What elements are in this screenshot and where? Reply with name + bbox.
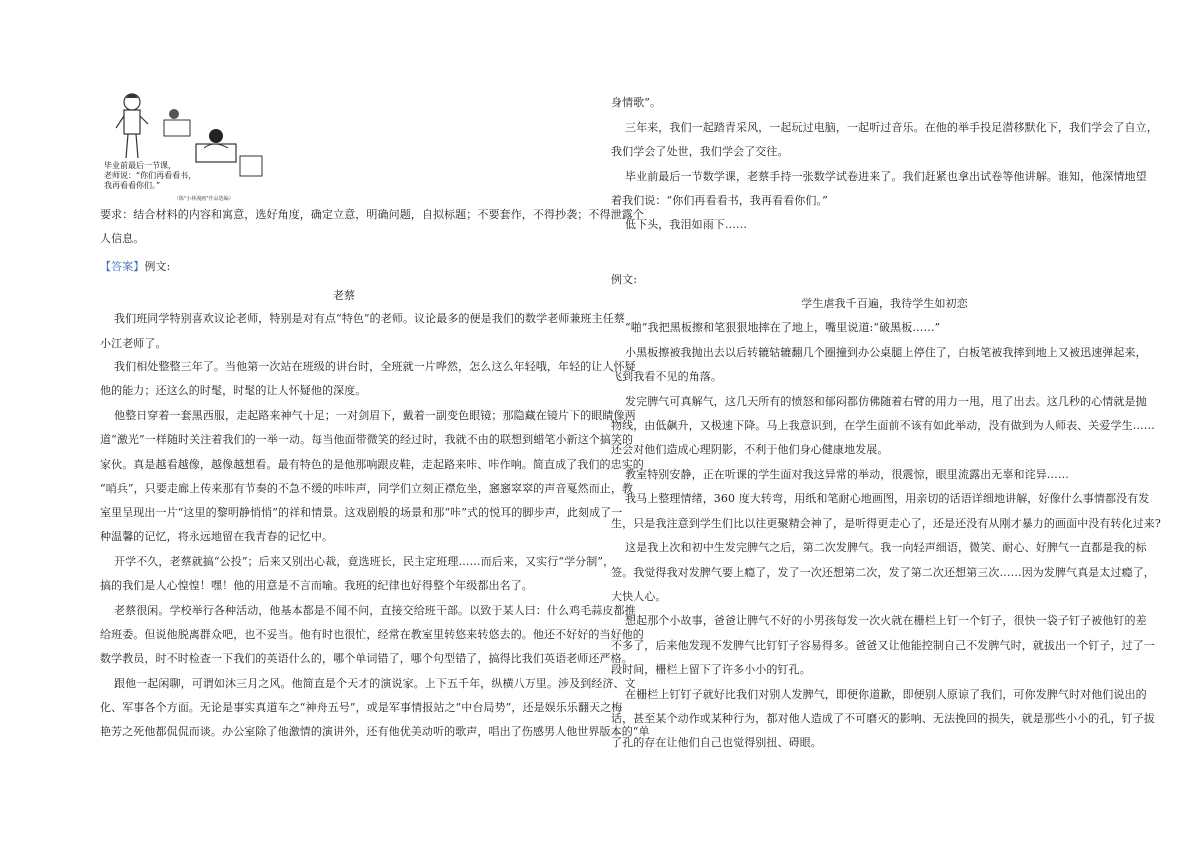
answer-label [100, 260, 170, 274]
essay-title: 老蔡 [332, 289, 356, 302]
paragraph-line: 我们班同学特别喜欢议论老师，特别是对有点“特色”的老师。议论最多的便是我们的数学老师兼班主任蔡 [114, 312, 625, 325]
paragraph-line: 了孔的存在让他们自己也觉得别扭、碍眼。 [611, 736, 822, 749]
paragraph-line: “啪”我把黑板擦和笔狠狠地摔在了地上，嘴里说道:“破黑板……” [625, 321, 941, 334]
cartoon-caption-line-3: 我再看看你们。” [104, 181, 161, 190]
paragraph-line: 我们相处整整三年了。当他第一次站在班级的讲台时，全班就一片哗然，怎么这么年轻哦，年轻的让人怀疑 [114, 360, 636, 373]
paragraph-line: 教室特别安静，正在听课的学生面对我这异常的举动，很震惊，眼里流露出无辜和诧异…… [625, 468, 1069, 481]
paragraph-line: 段时间，栅栏上留下了许多小小的钉孔。 [611, 663, 811, 676]
paragraph-line: 家伙。真是越看越像，越像越想看。最有特色的是他那响跟皮鞋，走起路来咔、咔作响。简直成了我们的忠实的 [100, 458, 644, 471]
paragraph-line: 跟他一起闲聊，可谓如沐三月之风。他简直是个天才的演说家。上下五千年，纵横八万里。涉及到经济、文 [114, 677, 636, 690]
cartoon-credit: （陈"小林漫画"作品选编） [174, 196, 234, 202]
paragraph-line: 小江老师了。 [100, 337, 167, 350]
paragraph-line: 艳芳之死他都侃侃而谈。办公室除了他激情的演讲外，还有他优美动听的歌声，唱出了伤感男人他世界版本的“单 [100, 725, 650, 738]
paragraph-line: 物线，由低飙升，又极速下降。马上我意识到，在学生面前不该有如此举动，没有做到为人师表、关爱学生…… [611, 419, 1155, 432]
cartoon-illustration [104, 88, 274, 206]
paragraph-line: 化、军事各个方面。无论是事实真道车之“神舟五号”，或是军事情报站之“中台局势”，还是娱乐乐翻天之梅 [100, 701, 623, 714]
paragraph-line: 还会对他们造成心理阴影，不利于他们身心健康地发展。 [611, 443, 889, 456]
paragraph-line: “哨兵”，只要走廊上传来那有节奏的不急不缓的咔咔声，同学们立刻正襟危坐，窸窸窣窣的声音戛然而止，教 [100, 482, 634, 495]
paragraph-line: 室里呈现出一片“这里的黎明静悄悄”的祥和情景。这戏剧般的场景和那“咔”式的悦耳的脚步声，此刻成了一 [100, 506, 623, 519]
cartoon-caption-line-2: 老师说：“你们再看看书， [104, 171, 197, 180]
paragraph-line: 毕业前最后一节数学课，老蔡手持一张数学试卷进来了。我们赶紧也拿出试卷等他讲解。谁知，他深情地望 [625, 170, 1147, 183]
requirement-line-1: 要求：结合材料的内容和寓意，选好角度，确定立意，明确问题，自拟标题；不要套作，不得抄袭；不得泄露个 [100, 208, 644, 221]
paragraph-line: 小黑板擦被我抛出去以后转辘轱辘翻几个圈撞到办公桌腿上停住了，白板笔被我摔到地上又被迅速弹起来， [625, 346, 1147, 359]
paragraph-line: 给班委。但说他脱离群众吧，也不妥当。他有时也很忙，经常在教室里转悠来转悠去的。他还不好好的当好他的 [100, 628, 644, 641]
paragraph-line: 数学教员，时不时检查一下我们的英语什么的，哪个单词错了，哪个句型错了，搞得比我们英语老师还严格。 [100, 652, 633, 665]
second-essay-title: 学生虐我千百遍，我待学生如初恋 [801, 297, 968, 310]
paragraph-line: 三年来，我们一起踏青采风，一起玩过电脑，一起听过音乐。在他的举手投足潜移默化下，我们学会了自立， [625, 121, 1158, 134]
paragraph-line: 想起那个小故事，爸爸让脾气不好的小男孩每发一次火就在栅栏上钉一个钉子，很快一袋子钉子被他钉的差 [625, 614, 1147, 627]
paragraph-line: 道“激光”一样随时关注着我们的一举一动。每当他面带微笑的经过时，我就不由的联想到蜡笔小新这个搞笑的 [100, 433, 634, 446]
paragraph-line: 老蔡很闲。学校举行各种活动，他基本都是不闻不问，直接交给班干部。以致于某人曰：什么鸡毛蒜皮都推 [114, 604, 636, 617]
paragraph-line: 签。我觉得我对发脾气要上瘾了，发了一次还想第二次，发了第二次还想第三次……因为发脾气真是太过瘾了， [611, 566, 1155, 579]
paragraph-line: 发完脾气可真解气，这几天所有的愤怒和郁闷都仿佛随着右臂的用力一甩，甩了出去。这几秒的心情就是抛 [625, 395, 1147, 408]
paragraph-line: 搞的我们是人心惶惶！嘿！他的用意是不言而喻。我班的纪律也好得整个年级都出名了。 [100, 579, 533, 592]
paragraph-line: 他的能力；还这么的时髦，时髦的让人怀疑他的深度。 [100, 384, 367, 397]
paragraph-line: 他整日穿着一套黑西服，走起路来神气十足；一对剑眉下，戴着一副变色眼镜；那隐藏在镜片下的眼睛像两 [114, 409, 636, 422]
paragraph-line: 种温馨的记忆，将永远地留在我青春的记忆中。 [100, 530, 334, 543]
paragraph-line: 话，甚至某个动作或某种行为，都对他人造成了不可磨灭的影响、无法挽回的损失，就是那些小小的孔，钉子拔 [611, 712, 1155, 725]
requirement-line-2: 人信息。 [100, 232, 145, 245]
paragraph-line: 着我们说：“你们再看看书，我再看看你们。” [611, 194, 828, 207]
paragraph-line: 这是我上次和初中生发完脾气之后，第二次发脾气。我一向轻声细语，微笑、耐心、好脾气一直都是我的标 [625, 541, 1147, 554]
paragraph-line: 飞到我看不见的角落。 [611, 370, 722, 383]
second-intro: 例文: [611, 273, 638, 286]
answer-tag: 【答案】 [100, 260, 145, 273]
paragraph-line: 我们学会了处世，我们学会了交往。 [611, 145, 789, 158]
paragraph-line: 在栅栏上钉钉子就好比我们对别人发脾气，即便你道歉，即便别人原谅了我们，可你发脾气时对他们说出的 [625, 688, 1147, 701]
paragraph-line: 生，只是我注意到学生们比以往更聚精会神了，是听得更走心了，还是还没有从刚才暴力的画面中没有转化过来? [611, 517, 1161, 530]
paragraph-line: 大快人心。 [611, 590, 667, 603]
paragraph-line: 低下头，我泪如雨下…… [625, 218, 748, 231]
paragraph-line: 开学不久，老蔡就搞“公投”；后来又别出心裁，竟选班长，民主定班理……而后来，又实行“学分制”， [114, 555, 615, 568]
answer-intro: 例文: [144, 260, 171, 273]
cartoon-caption-line-1: 毕业前最后一节课， [104, 161, 176, 170]
paragraph-line: 不多了，后来他发现不发脾气比钉钉子容易得多。爸爸又让他能控制自己不发脾气时，就拔出一个钉子，过了一 [611, 639, 1155, 652]
paragraph-line: 我马上整理情绪，360 度大转弯，用纸和笔耐心地画图，用亲切的话语详细地讲解，好像什么事情都没有发 [625, 492, 1150, 505]
paragraph-line: 身情歌”。 [611, 96, 662, 109]
